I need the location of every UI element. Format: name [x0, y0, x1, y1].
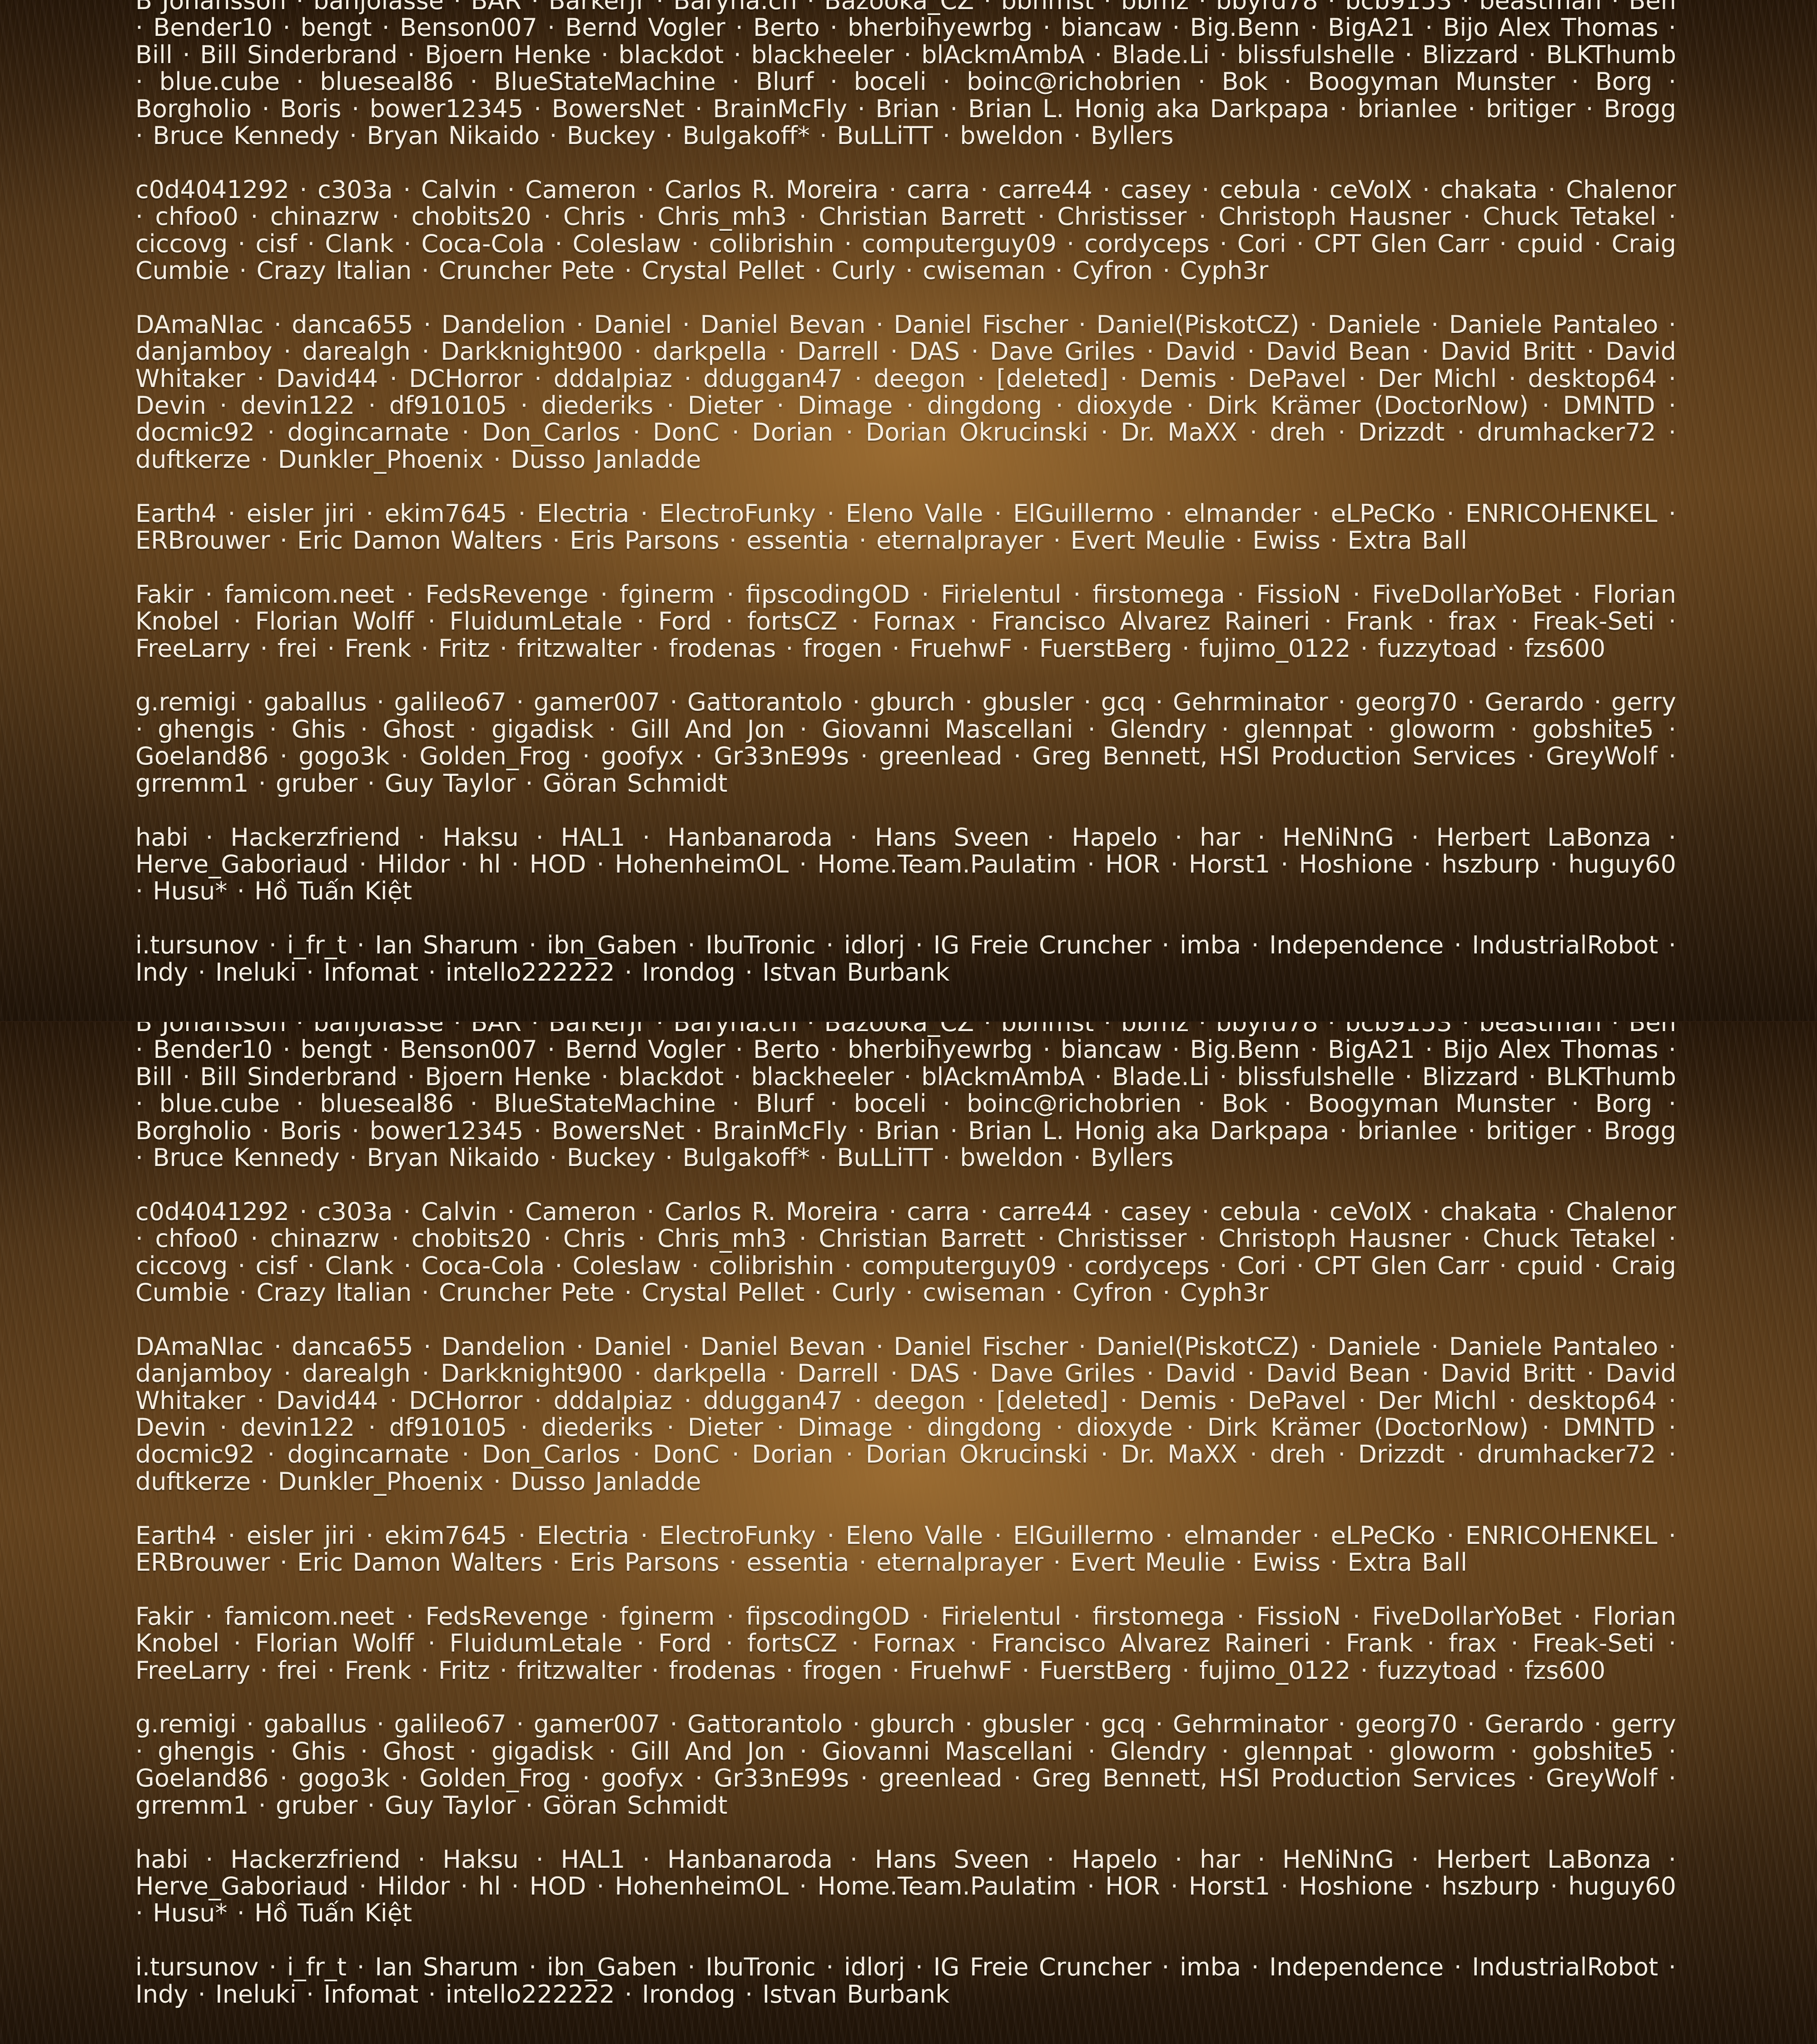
credit-group-h: habi · Hackerzfriend · Haksu · HAL1 · Hanbanaroda · Hans Sveen · Hapelo · har · HeNiNnG · Herbert LaBonza · Herve_Gaboriaud · Hildor · hl · HOD · HohenheimOL · Home.Team.Paulatim · HOR · Horst1 · Hoshione · hszburp · huguy60 · Husu* · Hồ Tuấn Kiệt	[135, 824, 1676, 905]
credit-group-c: c0d4041292 · c303a · Calvin · Cameron · Carlos R. Moreira · carra · carre44 · casey · cebula · ceVoIX · chakata · Chalenor · chfoo0 · chinazrw · chobits20 · Chris · Chris_mh3 · Christian Barrett · Christisser · Christoph Hausner · Chuck Tetakel · ciccovg · cisf · Clank · Coca-Cola · Coleslaw · colibrishin · computerguy09 · cordyceps · Cori · CPT Glen Carr · cpuid · Craig Cumbie · Crazy Italian · Cruncher Pete · Crystal Pellet · Curly · cwiseman · Cyfron · Cyph3r	[135, 1198, 1676, 1306]
credit-group-b: B Johansson · banjolasse · BAR · BarkerJr · Baryna.ch · Bazooka_CZ · bbhmst · bbmz · bbyrd78 · bcb9153 · beastman · Ben · Bender10 · bengt · Benson007 · Bernd Vogler · Berto · bherbihyewrbg · biancaw · Big.Benn · BigA21 · Bijo Alex Thomas · Bill · Bill Sinderbrand · Bjoern Henke · blackdot · blackheeler · blAckmAmbA · Blade.Li · blissfulshelle · Blizzard · BLKThumb · blue.cube · blueseal86 · BlueStateMachine · Blurf · boceli · boinc@richobrien · Bok · Boogyman Munster · Borg · Borgholio · Boris · bower12345 · BowersNet · BrainMcFly · Brian · Brian L. Honig aka Darkpapa · brianlee · britiger · Brogg · Bruce Kennedy · Bryan Nikaido · Buckey · Bulgakoff* · BuLLiTT · bweldon · Byllers	[135, 0, 1676, 149]
credit-group-g: g.remigi · gaballus · galileo67 · gamer007 · Gattorantolo · gburch · gbusler · gcq · Gehrminator · georg70 · Gerardo · gerry · ghengis · Ghis · Ghost · gigadisk · Gill And Jon · Giovanni Mascellani · Glendry · glennpat · gloworm · gobshite5 · Goeland86 · gogo3k · Golden_Frog · goofyx · Gr33nE99s · greenlead · Greg Bennett, HSI Production Services · GreyWolf · grremm1 · gruber · Guy Taylor · Göran Schmidt	[135, 1711, 1676, 1819]
credit-group-f: Fakir · famicom.neet · FedsRevenge · fginerm · fipscodingOD · Firielentul · firstomega · FissioN · FiveDollarYoBet · Florian Knobel · Florian Wolff · FluidumLetale · Ford · fortsCZ · Fornax · Francisco Alvarez Raineri · Frank · frax · Freak-Seti · FreeLarry · frei · Frenk · Fritz · fritzwalter · frodenas · frogen · FruehwF · FuerstBerg · fujimo_0122 · fuzzytoad · fzs600	[135, 1603, 1676, 1684]
credit-group-f: Fakir · famicom.neet · FedsRevenge · fginerm · fipscodingOD · Firielentul · firstomega · FissioN · FiveDollarYoBet · Florian Knobel · Florian Wolff · FluidumLetale · Ford · fortsCZ · Fornax · Francisco Alvarez Raineri · Frank · frax · Freak-Seti · FreeLarry · frei · Frenk · Fritz · fritzwalter · frodenas · frogen · FruehwF · FuerstBerg · fujimo_0122 · fuzzytoad · fzs600	[135, 581, 1676, 662]
credit-group-i: i.tursunov · i_fr_t · Ian Sharum · ibn_Gaben · IbuTronic · idlorj · IG Freie Cruncher · imba · Independence · IndustrialRobot · Indy · Ineluki · Infomat · intello222222 · Irondog · Istvan Burbank	[135, 1954, 1676, 2008]
credit-group-i: i.tursunov · i_fr_t · Ian Sharum · ibn_Gaben · IbuTronic · idlorj · IG Freie Cruncher · imba · Independence · IndustrialRobot · Indy · Ineluki · Infomat · intello222222 · Irondog · Istvan Burbank	[135, 932, 1676, 986]
credit-group-d: DAmaNIac · danca655 · Dandelion · Daniel · Daniel Bevan · Daniel Fischer · Daniel(PiskotCZ) · Daniele · Daniele Pantaleo · danjamboy · darealgh · Darkknight900 · darkpella · Darrell · DAS · Dave Griles · David · David Bean · David Britt · David Whitaker · David44 · DCHorror · dddalpiaz · dduggan47 · deegon · [deleted] · Demis · DePavel · Der Michl · desktop64 · Devin · devin122 · df910105 · diederiks · Dieter · Dimage · dingdong · dioxyde · Dirk Krämer (DoctorNow) · DMNTD · docmic92 · dogincarnate · Don_Carlos · DonC · Dorian · Dorian Okrucinski · Dr. MaXX · dreh · Drizzdt · drumhacker72 · duftkerze · Dunkler_Phoenix · Dusso Janladde	[135, 311, 1676, 473]
credit-group-d: DAmaNIac · danca655 · Dandelion · Daniel · Daniel Bevan · Daniel Fischer · Daniel(PiskotCZ) · Daniele · Daniele Pantaleo · danjamboy · darealgh · Darkknight900 · darkpella · Darrell · DAS · Dave Griles · David · David Bean · David Britt · David Whitaker · David44 · DCHorror · dddalpiaz · dduggan47 · deegon · [deleted] · Demis · DePavel · Der Michl · desktop64 · Devin · devin122 · df910105 · diederiks · Dieter · Dimage · dingdong · dioxyde · Dirk Krämer (DoctorNow) · DMNTD · docmic92 · dogincarnate · Don_Carlos · DonC · Dorian · Dorian Okrucinski · Dr. MaXX · dreh · Drizzdt · drumhacker72 · duftkerze · Dunkler_Phoenix · Dusso Janladde	[135, 1333, 1676, 1495]
credit-group-e: Earth4 · eisler jiri · ekim7645 · Electria · ElectroFunky · Eleno Valle · ElGuillermo · elmander · eLPeCKo · ENRICOHENKEL · ERBrouwer · Eric Damon Walters · Eris Parsons · essentia · eternalprayer · Evert Meulie · Ewiss · Extra Ball	[135, 1522, 1676, 1576]
credit-group-h: habi · Hackerzfriend · Haksu · HAL1 · Hanbanaroda · Hans Sveen · Hapelo · har · HeNiNnG · Herbert LaBonza · Herve_Gaboriaud · Hildor · hl · HOD · HohenheimOL · Home.Team.Paulatim · HOR · Horst1 · Hoshione · hszburp · huguy60 · Husu* · Hồ Tuấn Kiệt	[135, 1846, 1676, 1927]
credit-group-b: B Johansson · banjolasse · BAR · BarkerJr · Baryna.ch · Bazooka_CZ · bbhmst · bbmz · bbyrd78 · bcb9153 · beastman · Ben · Bender10 · bengt · Benson007 · Bernd Vogler · Berto · bherbihyewrbg · biancaw · Big.Benn · BigA21 · Bijo Alex Thomas · Bill · Bill Sinderbrand · Bjoern Henke · blackdot · blackheeler · blAckmAmbA · Blade.Li · blissfulshelle · Blizzard · BLKThumb · blue.cube · blueseal86 · BlueStateMachine · Blurf · boceli · boinc@richobrien · Bok · Boogyman Munster · Borg · Borgholio · Boris · bower12345 · BowersNet · BrainMcFly · Brian · Brian L. Honig aka Darkpapa · brianlee · britiger · Brogg · Bruce Kennedy · Bryan Nikaido · Buckey · Bulgakoff* · BuLLiTT · bweldon · Byllers	[135, 1022, 1676, 1171]
credit-group-c: c0d4041292 · c303a · Calvin · Cameron · Carlos R. Moreira · carra · carre44 · casey · cebula · ceVoIX · chakata · Chalenor · chfoo0 · chinazrw · chobits20 · Chris · Chris_mh3 · Christian Barrett · Christisser · Christoph Hausner · Chuck Tetakel · ciccovg · cisf · Clank · Coca-Cola · Coleslaw · colibrishin · computerguy09 · cordyceps · Cori · CPT Glen Carr · cpuid · Craig Cumbie · Crazy Italian · Cruncher Pete · Crystal Pellet · Curly · cwiseman · Cyfron · Cyph3r	[135, 176, 1676, 284]
credit-group-e: Earth4 · eisler jiri · ekim7645 · Electria · ElectroFunky · Eleno Valle · ElGuillermo · elmander · eLPeCKo · ENRICOHENKEL · ERBrouwer · Eric Damon Walters · Eris Parsons · essentia · eternalprayer · Evert Meulie · Ewiss · Extra Ball	[135, 500, 1676, 554]
credit-group-g: g.remigi · gaballus · galileo67 · gamer007 · Gattorantolo · gburch · gbusler · gcq · Gehrminator · georg70 · Gerardo · gerry · ghengis · Ghis · Ghost · gigadisk · Gill And Jon · Giovanni Mascellani · Glendry · glennpat · gloworm · gobshite5 · Goeland86 · gogo3k · Golden_Frog · goofyx · Gr33nE99s · greenlead · Greg Bennett, HSI Production Services · GreyWolf · grremm1 · gruber · Guy Taylor · Göran Schmidt	[135, 689, 1676, 797]
